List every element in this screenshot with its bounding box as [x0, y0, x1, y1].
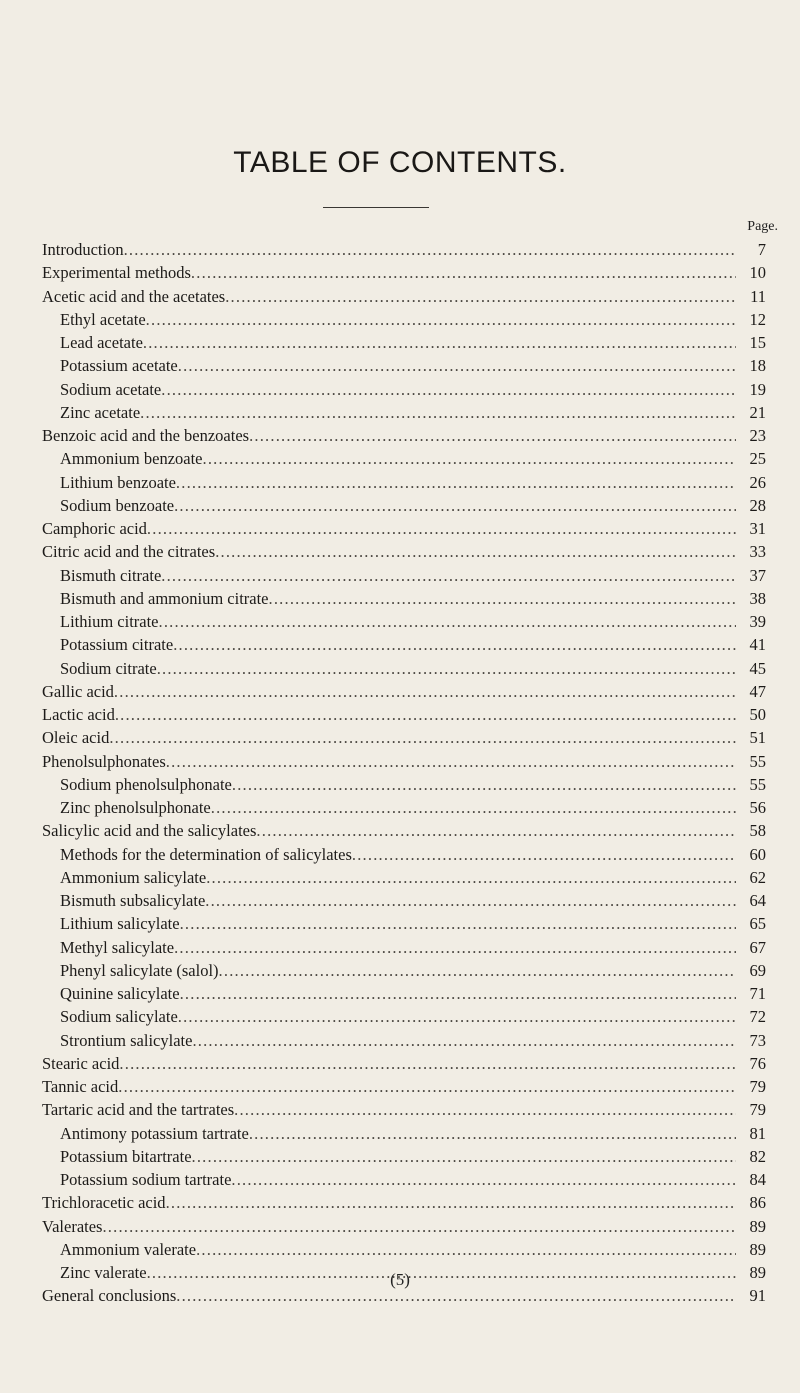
title-rule	[323, 207, 429, 208]
toc-entry-page: 28	[749, 495, 766, 515]
toc-entry-title: Phenolsulphonates	[42, 751, 166, 771]
toc-entry-title: Sodium phenolsulphonate	[60, 774, 232, 794]
toc-entry	[42, 1193, 766, 1216]
toc-entry	[42, 775, 766, 798]
toc-entry-page: 67	[749, 937, 766, 957]
toc-entry	[42, 426, 766, 449]
toc-entry-title: Sodium benzoate	[60, 495, 175, 515]
dot-leader	[192, 1147, 736, 1167]
toc-entry-page: 18	[749, 356, 766, 376]
toc-entry-title: Potassium acetate	[60, 356, 178, 376]
dot-leader	[119, 1054, 736, 1074]
toc-entry-page: 56	[749, 798, 766, 817]
toc-entry	[42, 1217, 766, 1240]
toc-entry-page: 76	[749, 1053, 766, 1073]
toc-entry-title: Bismuth subsalicylate	[60, 891, 206, 910]
toc-entry-page: 72	[749, 1007, 766, 1027]
toc-entry-page: 7	[757, 240, 766, 259]
toc-entry	[42, 891, 766, 914]
dot-leader	[174, 938, 736, 958]
toc-entry-title: Acetic acid and the acetates	[42, 286, 226, 306]
page-title: TABLE OF CONTENTS.	[233, 146, 567, 179]
toc-entry	[42, 310, 766, 333]
toc-entry-title: Sodium acetate	[60, 379, 162, 399]
page-column-label: Page.	[747, 219, 778, 234]
toc-entry	[42, 659, 766, 682]
dot-leader	[219, 961, 736, 981]
dot-leader	[205, 891, 736, 911]
toc-entry-page: 55	[749, 774, 766, 794]
toc-entry	[42, 519, 766, 542]
toc-entry	[42, 984, 766, 1007]
dot-leader	[143, 333, 736, 353]
toc-entry-page: 26	[749, 472, 766, 492]
toc-entry-title: Methods for the determination of salicylates	[60, 844, 352, 864]
toc-entry-title: Ammonium benzoate	[60, 449, 203, 469]
toc-entry-page: 89	[749, 1216, 766, 1236]
toc-entry-title: Experimental methods	[42, 263, 191, 283]
dot-leader	[115, 705, 736, 725]
toc-entry-title: Methyl salicylate	[60, 937, 175, 957]
toc-entry-page: 65	[749, 914, 766, 934]
toc-entry-title: Salicylic acid and the salicylates	[42, 821, 257, 841]
dot-leader	[109, 728, 736, 748]
toc-entry-title: Camphoric acid	[42, 519, 147, 538]
dot-leader	[161, 566, 736, 586]
toc-entry-page: 12	[749, 309, 766, 329]
dot-leader	[231, 1170, 736, 1190]
toc-entry-title: Ammonium valerate	[60, 1239, 197, 1259]
toc-entry-page: 31	[749, 519, 766, 538]
toc-entry-page: 55	[749, 751, 766, 771]
dot-leader	[146, 310, 736, 330]
toc-entry	[42, 287, 766, 310]
toc-entry-title: General conclusions	[42, 1286, 177, 1306]
toc-entry	[42, 1240, 766, 1263]
toc-entry	[42, 240, 766, 263]
toc-entry-title: Zinc acetate	[60, 402, 141, 422]
toc-entry-title: Potassium sodium tartrate	[60, 1170, 232, 1189]
dot-leader	[102, 1217, 736, 1237]
toc-entry-title: Introduction	[42, 240, 124, 259]
dot-leader	[161, 380, 736, 400]
toc-entry-page: 25	[749, 449, 766, 469]
toc-entry-page: 60	[749, 844, 766, 864]
dot-leader	[173, 635, 736, 655]
toc-entry	[42, 914, 766, 937]
toc-entry-title: Stearic acid	[42, 1053, 120, 1073]
toc-entry-title: Ammonium salicylate	[60, 867, 207, 887]
toc-entry	[42, 403, 766, 426]
toc-entry-title: Sodium salicylate	[60, 1007, 178, 1027]
toc-entry	[42, 496, 766, 519]
page-number: (5)	[390, 1270, 410, 1289]
toc-entry-page: 11	[750, 286, 766, 306]
toc-entry-title: Lithium citrate	[60, 612, 159, 631]
toc-entry	[42, 798, 766, 821]
dot-leader	[157, 659, 736, 679]
toc-entry-title: Lactic acid	[42, 705, 115, 724]
toc-entry-page: 21	[749, 402, 766, 422]
toc-entry-title: Bismuth citrate	[60, 565, 162, 585]
toc-entry	[42, 612, 766, 635]
toc-entry-title: Antimony potassium tartrate	[60, 1123, 249, 1143]
toc-entry-title: Oleic acid	[42, 728, 110, 748]
toc-entry	[42, 356, 766, 379]
dot-leader	[159, 612, 736, 632]
toc-entry-title: Trichloracetic acid	[42, 1193, 166, 1213]
dot-leader	[180, 914, 736, 934]
toc-entry-page: 39	[749, 612, 766, 631]
toc-entry-page: 10	[749, 263, 766, 283]
toc-entry-title: Lead acetate	[60, 333, 143, 352]
dot-leader	[140, 403, 736, 423]
dot-leader	[225, 287, 736, 307]
dot-leader	[191, 263, 736, 283]
dot-leader	[124, 240, 736, 260]
toc-entry-page: 89	[749, 1239, 766, 1259]
toc-entry-title: Phenyl salicylate (salol)	[60, 960, 219, 980]
toc-entry-title: Lithium benzoate	[60, 472, 176, 492]
toc-entry-page: 45	[749, 658, 766, 678]
dot-leader	[118, 1077, 736, 1097]
dot-leader	[249, 426, 736, 446]
toc-entry-page: 41	[749, 635, 766, 655]
toc-entry-page: 79	[749, 1077, 766, 1096]
dot-leader	[196, 1240, 736, 1260]
toc-entry-title: Zinc phenolsulphonate	[60, 798, 211, 817]
toc-entry	[42, 845, 766, 868]
dot-leader	[232, 775, 736, 795]
toc-entry-title: Potassium bitartrate	[60, 1146, 192, 1166]
dot-leader	[203, 449, 736, 469]
dot-leader	[234, 1100, 736, 1120]
toc-entry	[42, 868, 766, 891]
toc-entry	[42, 473, 766, 496]
toc-entry-page: 50	[749, 705, 766, 724]
dot-leader	[256, 821, 736, 841]
toc-entry-page: 62	[749, 867, 766, 887]
dot-leader	[215, 542, 736, 562]
toc-entry-title: Tartaric acid and the tartrates	[42, 1100, 235, 1120]
toc-entry-title: Benzoic acid and the benzoates	[42, 426, 250, 445]
toc-entry-page: 33	[749, 542, 766, 562]
toc-entry-page: 38	[749, 588, 766, 608]
dot-leader	[166, 1193, 736, 1213]
toc-entry-title: Valerates	[42, 1216, 103, 1236]
toc-entry-page: 47	[749, 681, 766, 701]
toc-entry-title: Lithium salicylate	[60, 914, 180, 934]
dot-leader	[114, 682, 736, 702]
toc-entry-page: 89	[749, 1263, 766, 1282]
dot-leader	[174, 496, 736, 516]
toc-entry	[42, 635, 766, 658]
toc-entry	[42, 263, 766, 286]
toc-entry-page: 69	[749, 960, 766, 980]
toc-entry-title: Bismuth and ammonium citrate	[60, 588, 269, 608]
toc-entry	[42, 728, 766, 751]
toc-entry	[42, 705, 766, 728]
toc-entry-title: Potassium citrate	[60, 635, 174, 655]
toc-entry-page: 71	[749, 984, 766, 1003]
dot-leader	[352, 845, 736, 865]
dot-leader	[147, 519, 736, 539]
toc-entry-page: 51	[749, 728, 766, 748]
toc-entry-page: 91	[749, 1286, 766, 1306]
toc-entry-title: Gallic acid	[42, 681, 114, 701]
toc-entry-page: 73	[749, 1030, 766, 1050]
toc-entry	[42, 566, 766, 589]
toc-entry	[42, 1147, 766, 1170]
toc-entry-page: 58	[749, 821, 766, 841]
toc-entry	[42, 938, 766, 961]
toc-entry	[42, 1077, 766, 1100]
toc-entry	[42, 380, 766, 403]
dot-leader	[269, 589, 736, 609]
toc-entry	[42, 333, 766, 356]
contents-list	[42, 240, 766, 1310]
toc-entry	[42, 1031, 766, 1054]
dot-leader	[249, 1124, 736, 1144]
dot-leader	[180, 984, 736, 1004]
toc-entry-title: Tannic acid	[42, 1077, 119, 1096]
toc-entry-page: 15	[749, 333, 766, 352]
toc-entry-page: 82	[749, 1146, 766, 1166]
toc-entry-title: Citric acid and the citrates	[42, 542, 216, 562]
dot-leader	[206, 868, 736, 888]
toc-entry-page: 23	[749, 426, 766, 445]
dot-leader	[192, 1031, 736, 1051]
toc-entry-title: Sodium citrate	[60, 658, 157, 678]
dot-leader	[166, 752, 736, 772]
toc-entry	[42, 1054, 766, 1077]
dot-leader	[176, 473, 736, 493]
toc-entry-title: Zinc valerate	[60, 1263, 147, 1282]
toc-entry-page: 81	[749, 1123, 766, 1143]
toc-entry	[42, 1124, 766, 1147]
toc-entry	[42, 542, 766, 565]
toc-entry-page: 19	[749, 379, 766, 399]
dot-leader	[178, 356, 736, 376]
toc-entry	[42, 449, 766, 472]
toc-entry	[42, 821, 766, 844]
toc-entry-page: 86	[749, 1193, 766, 1213]
toc-entry-page: 64	[749, 891, 766, 910]
toc-entry-title: Quinine salicylate	[60, 984, 180, 1003]
toc-entry-page: 84	[749, 1170, 766, 1189]
toc-entry-page: 79	[749, 1100, 766, 1120]
dot-leader	[178, 1007, 736, 1027]
toc-entry-title: Strontium salicylate	[60, 1030, 193, 1050]
toc-entry	[42, 1170, 766, 1193]
toc-entry-page: 37	[749, 565, 766, 585]
toc-entry	[42, 682, 766, 705]
toc-entry-title: Ethyl acetate	[60, 309, 146, 329]
toc-entry	[42, 589, 766, 612]
toc-entry	[42, 1100, 766, 1123]
toc-entry	[42, 1007, 766, 1030]
toc-entry	[42, 752, 766, 775]
toc-entry	[42, 961, 766, 984]
dot-leader	[211, 798, 736, 818]
